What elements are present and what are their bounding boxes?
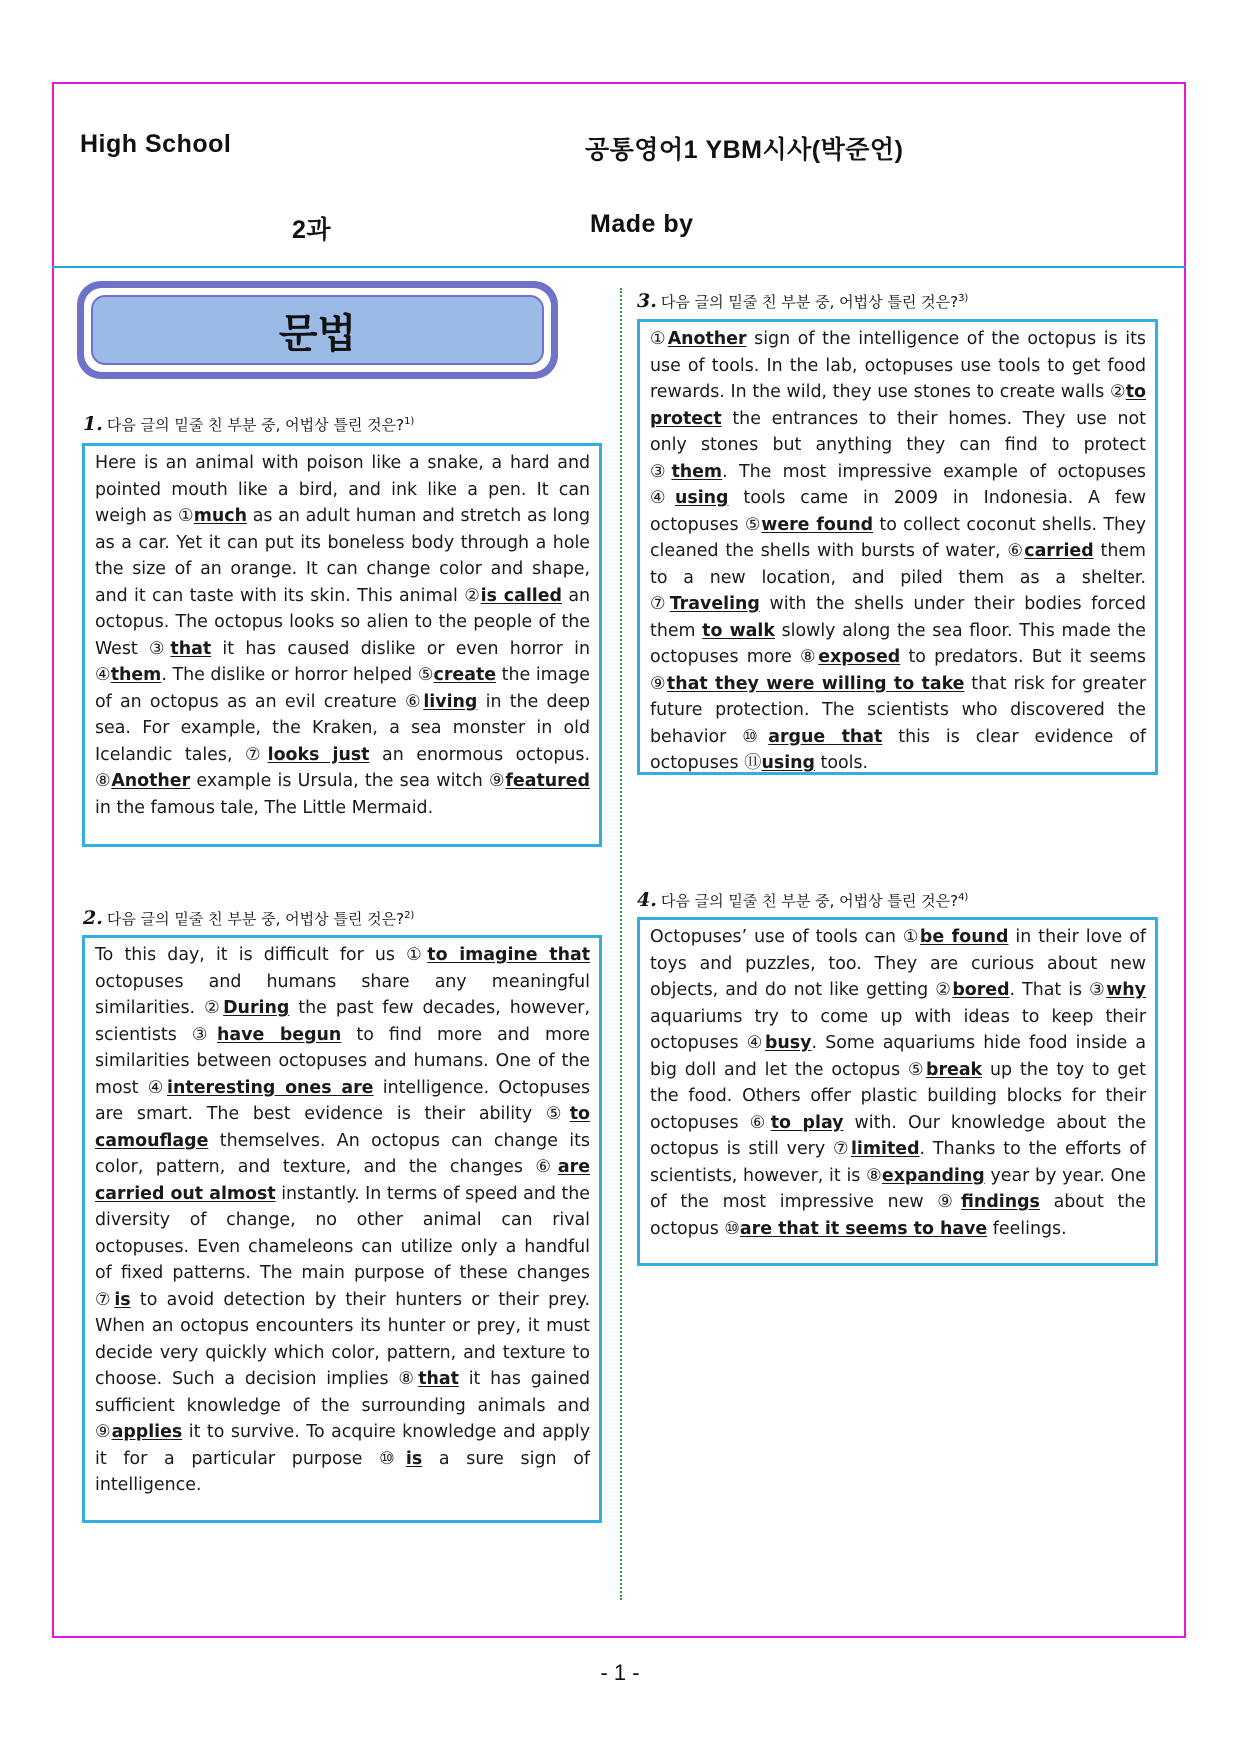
passage-text: . Some aquariums hide food inside a big doll and let the octopus ⑤ [650,1033,1146,1080]
passage-text: this is clear evidence of octopuses ⑪ [650,726,1147,773]
underlined-choice: them [110,665,162,685]
underlined-choice: be found [919,927,1009,947]
passage-text: tools came in 2009 in Indonesia. A few octopuses ⑤ [650,488,1147,535]
question-3-title [637,290,968,312]
passage-text: . The most impressive example of octopuses ④ [650,461,1146,508]
underlined-choice: to walk [702,620,775,641]
passage-text: as an adult human and stretch as long as a car. Yet it can put its boneless body through a hole the size of an orange. It can change color and shape, and it can taste with its skin. This animal ② [95,506,590,606]
passage-text: Octopuses’ use of tools can ① [650,927,920,947]
question-number: 1. [83,413,103,435]
question-number: 4. [637,889,657,911]
section-banner [77,281,558,379]
underlined-choice: are that it seems to have [739,1218,988,1239]
underlined-choice: Another [111,771,191,791]
underlined-choice: Another [667,329,747,349]
passage-text: a sure sign of intelligence. [95,1448,590,1495]
question-instruction: 다음 글의 밑줄 친 부분 중, 어법상 틀린 것은? [660,892,959,910]
passage-text: an enormous octopus. ⑧ [95,744,590,791]
passage-text: To this day, it is difficult for us ① [95,945,428,965]
passage-text: the image of an octopus as an evil creature ⑥ [95,665,591,712]
question-instruction: 다음 글의 밑줄 친 부분 중, 어법상 틀린 것은? [106,910,405,928]
underlined-choice: is [405,1448,423,1469]
footnote-mark: 2) [404,910,415,921]
passage-text: it to survive. To acquire knowledge and apply it for a particular purpose ⑩ [95,1422,591,1469]
underlined-choice: interesting ones are [167,1077,374,1098]
passage-text: up the toy to get the food. Others offer plastic building blocks for their octopuses ⑥ [650,1059,1146,1133]
question-instruction: 다음 글의 밑줄 친 부분 중, 어법상 틀린 것은? [660,293,959,311]
passage-text: . That is ③ [1009,980,1107,1000]
underlined-choice: to imagine that [427,945,591,965]
underlined-choice: using [674,488,729,508]
underlined-choice: to play [770,1112,844,1133]
passage-text: octopuses and humans share any meaningful similarities. ② [95,971,590,1018]
underlined-choice: argue that [768,726,883,747]
footnote-mark: 4) [958,892,969,903]
passage-text: instantly. In terms of speed and the diversity of change, no other animal can rival octopuses. Even chameleons can utilize only a handful of fixed patterns. The main purpose of these changes ⑦ [95,1183,590,1310]
question-instruction: 다음 글의 밑줄 친 부분 중, 어법상 틀린 것은? [106,416,405,434]
underlined-choice: expanding [881,1165,985,1186]
passage-text: feelings. [987,1218,1067,1239]
passage-text: themselves. An octopus can change its color, pattern, and texture, and the changes ⑥ [95,1130,590,1177]
passage-text: slowly along the sea floor. This made the octopuses more ⑧ [650,620,1146,667]
banner-inner [91,295,544,365]
passage-text: in their love of toys and puzzles, too. They are curious about new objects, and do not like getting ② [650,927,1146,1000]
underlined-choice: is [114,1289,131,1310]
question-1-passage [82,443,602,847]
question-2-passage [82,935,602,1523]
passage-text: to find more and more similarities between octopuses and humans. One of the most ④ [95,1024,590,1098]
passage-text: year by year. One of the most impressive new ⑨ [650,1165,1146,1212]
passage-text: intelligence. Octopuses are smart. The best evidence is their ability ⑤ [95,1077,591,1124]
underlined-choice: Traveling [669,594,760,614]
made-by-label: Made by [590,210,694,238]
passage-text: in the deep sea. For example, the Kraken, a sea monster in old Icelandic tales, ⑦ [95,691,590,765]
passage-text: them to a new location, and piled them as a shelter. ⑦ [650,541,1146,614]
passage-text: with. Our knowledge about the octopus is still very ⑦ [650,1112,1146,1159]
underlined-choice: exposed [818,647,901,667]
page-number: - 1 - [600,1660,640,1685]
underlined-choice: findings [961,1192,1040,1212]
passage-text: about the octopus ⑩ [650,1192,1146,1239]
passage-text: Here is an animal with poison like a snake, a hard and pointed mouth like a bird, and ink like a pen. It can weigh as ① [95,453,590,526]
question-2-title [83,907,414,929]
footnote-mark: 3) [958,293,969,304]
underlined-choice: to camouflage [95,1104,590,1151]
passage-text: an octopus. The octopus looks so alien to the people of the West ③ [95,585,591,659]
passage-text: example is Ursula, the sea witch ⑨ [190,771,506,791]
underlined-choice: why [1106,980,1146,1000]
underlined-choice: applies [111,1422,183,1442]
underlined-choice: busy [764,1033,812,1053]
underlined-choice: are carried out almost [95,1157,590,1204]
passage-text: it has gained sufficient knowledge of the surrounding animals and ⑨ [95,1369,590,1442]
underlined-choice: were found [761,514,874,535]
underlined-choice: have begun [217,1024,342,1045]
passage-text: to collect coconut shells. They cleaned the shells with bursts of water, ⑥ [650,514,1146,561]
question-3-passage [637,319,1158,775]
question-4-passage [637,917,1158,1266]
header-divider [52,266,1186,268]
school-label: High School [80,130,232,158]
underlined-choice: limited [850,1139,920,1159]
question-number: 2. [83,907,103,929]
underlined-choice: that [418,1369,459,1389]
passage-text: the entrances to their homes. They use not only stones but anything they can find to protect ③ [650,408,1146,482]
passage-text: aquariums try to come up with ideas to keep their octopuses ④ [650,1006,1146,1053]
question-1-title [83,413,414,435]
passage-text: with the shells under their bodies forced them [650,594,1146,641]
passage-text: . The dislike or horror helped ⑤ [161,665,434,685]
underlined-choice: them [671,461,723,482]
underlined-choice: living [423,691,478,712]
passage-text: that risk for greater future protection. The scientists who discovered the behavior ⑩ [650,673,1146,747]
passage-text: ① [650,329,668,349]
underlined-choice: that they were willing to take [666,673,965,694]
column-divider [620,288,622,1600]
underlined-choice: featured [505,771,590,791]
underlined-choice: using [761,753,815,773]
underlined-choice: create [433,665,497,685]
question-number: 3. [637,290,657,312]
banner-title: 문법 [278,310,357,357]
passage-text: . Thanks to the efforts of scientists, however, it is ⑧ [650,1139,1147,1186]
footnote-mark: 1) [404,416,415,427]
passage-text: sign of the intelligence of the octopus is its use of tools. In the lab, octopuses use tools to get food rewards. In the wild, they use stones to create walls ② [650,329,1146,402]
underlined-choice: that [170,638,212,659]
underlined-choice: much [193,506,247,526]
passage-text: to predators. But it seems ⑨ [650,647,1146,694]
underlined-choice: break [926,1059,983,1080]
underlined-choice: bored [952,980,1010,1000]
underlined-choice: During [223,998,290,1018]
passage-text: in the famous tale, The Little Mermaid. [95,797,434,818]
course-title: 공통영어1 YBM시사(박준언) [585,136,904,164]
underlined-choice: to protect [650,382,1146,429]
question-4-title [637,889,968,911]
lesson-label: 2과 [292,216,332,244]
passage-text: tools. [815,753,869,773]
passage-text: to avoid detection by their hunters or their prey. When an octopus encounters its hunter or prey, it must decide very quickly which color, pattern, and texture to choose. Such a decision implies ⑧ [95,1289,590,1389]
underlined-choice: carried [1024,541,1094,561]
passage-text: the past few decades, however, scientists ③ [95,998,590,1045]
underlined-choice: is called [480,585,562,606]
passage-text: it has caused dislike or even horror in ④ [95,638,590,685]
underlined-choice: looks just [267,744,370,765]
